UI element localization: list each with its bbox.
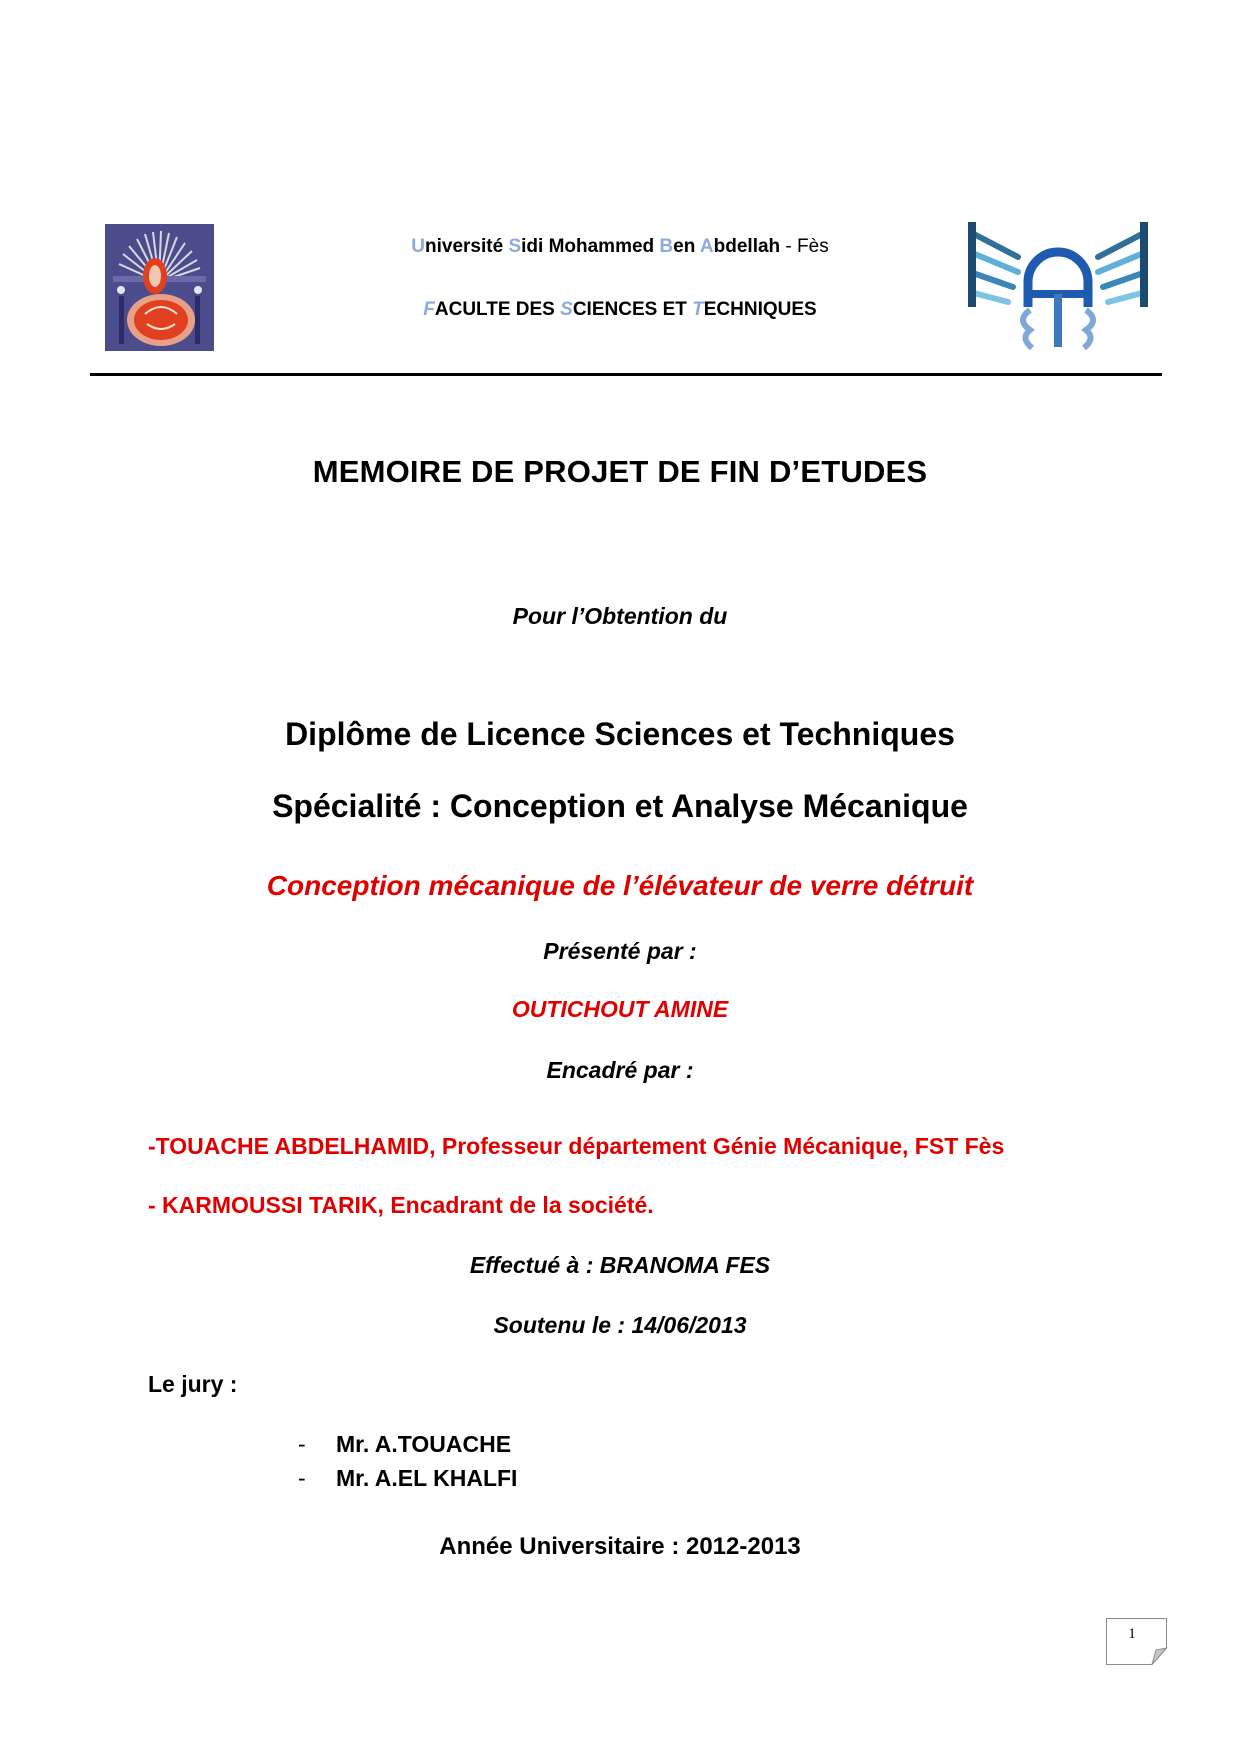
project-subject: Conception mécanique de l’élévateur de verre détruit	[266, 870, 974, 901]
header-divider	[90, 373, 1162, 376]
defense-date: Soutenu le : 14/06/2013	[493, 1312, 747, 1338]
faculty-name	[0, 299, 1240, 321]
university-city: - Fès	[780, 236, 829, 257]
university-name-part: niversité	[425, 236, 509, 257]
faculty-name-part: ECHNIQUES	[703, 299, 817, 320]
university-name-part: idi Mohammed	[521, 236, 660, 257]
university-name-part: bdellah	[713, 236, 781, 257]
supervisor-academic: -TOUACHE ABDELHAMID, Professeur département Génie Mécanique, FST Fès	[148, 1133, 1005, 1159]
supervised-by-label: Encadré par :	[546, 1057, 694, 1083]
faculty-name-part: T	[692, 299, 704, 320]
page-number: 1	[1128, 1626, 1136, 1642]
page-number-box	[1106, 1618, 1166, 1663]
document-title: MEMOIRE DE PROJET DE FIN D’ETUDES	[312, 454, 928, 489]
university-name-part: U	[411, 236, 425, 257]
list-dash: -	[298, 1431, 306, 1457]
jury-member-name: Mr. A.EL KHALFI	[336, 1465, 518, 1491]
student-name: OUTICHOUT AMINE	[511, 996, 729, 1022]
jury-member	[298, 1431, 511, 1458]
university-name-part: B	[659, 236, 674, 257]
speciality: Spécialité : Conception et Analyse Mécanique	[272, 788, 968, 824]
list-dash: -	[298, 1465, 306, 1491]
jury-member	[298, 1465, 517, 1492]
supervisor-company: - KARMOUSSI TARIK, Encadrant de la société.	[148, 1192, 654, 1218]
jury-member-name: Mr. A.TOUACHE	[336, 1431, 512, 1457]
faculty-name-part: CIENCES ET	[572, 299, 693, 320]
performed-at: Effectué à : BRANOMA FES	[469, 1252, 771, 1278]
university-name-part: S	[508, 236, 522, 257]
presented-by-label: Présenté par :	[543, 938, 697, 964]
faculty-name-part: S	[560, 299, 573, 320]
diploma-name: Diplôme de Licence Sciences et Techniques	[285, 716, 955, 752]
faculty-name-part: F	[423, 299, 435, 320]
jury-label: Le jury :	[148, 1371, 238, 1397]
academic-year: Année Universitaire : 2012-2013	[439, 1533, 801, 1560]
university-name-part: en	[673, 236, 700, 257]
university-name-part: A	[699, 236, 714, 257]
university-name	[0, 236, 1240, 258]
faculty-name-part: ACULTE DES	[434, 299, 561, 320]
obtention-label: Pour l’Obtention du	[512, 603, 728, 629]
